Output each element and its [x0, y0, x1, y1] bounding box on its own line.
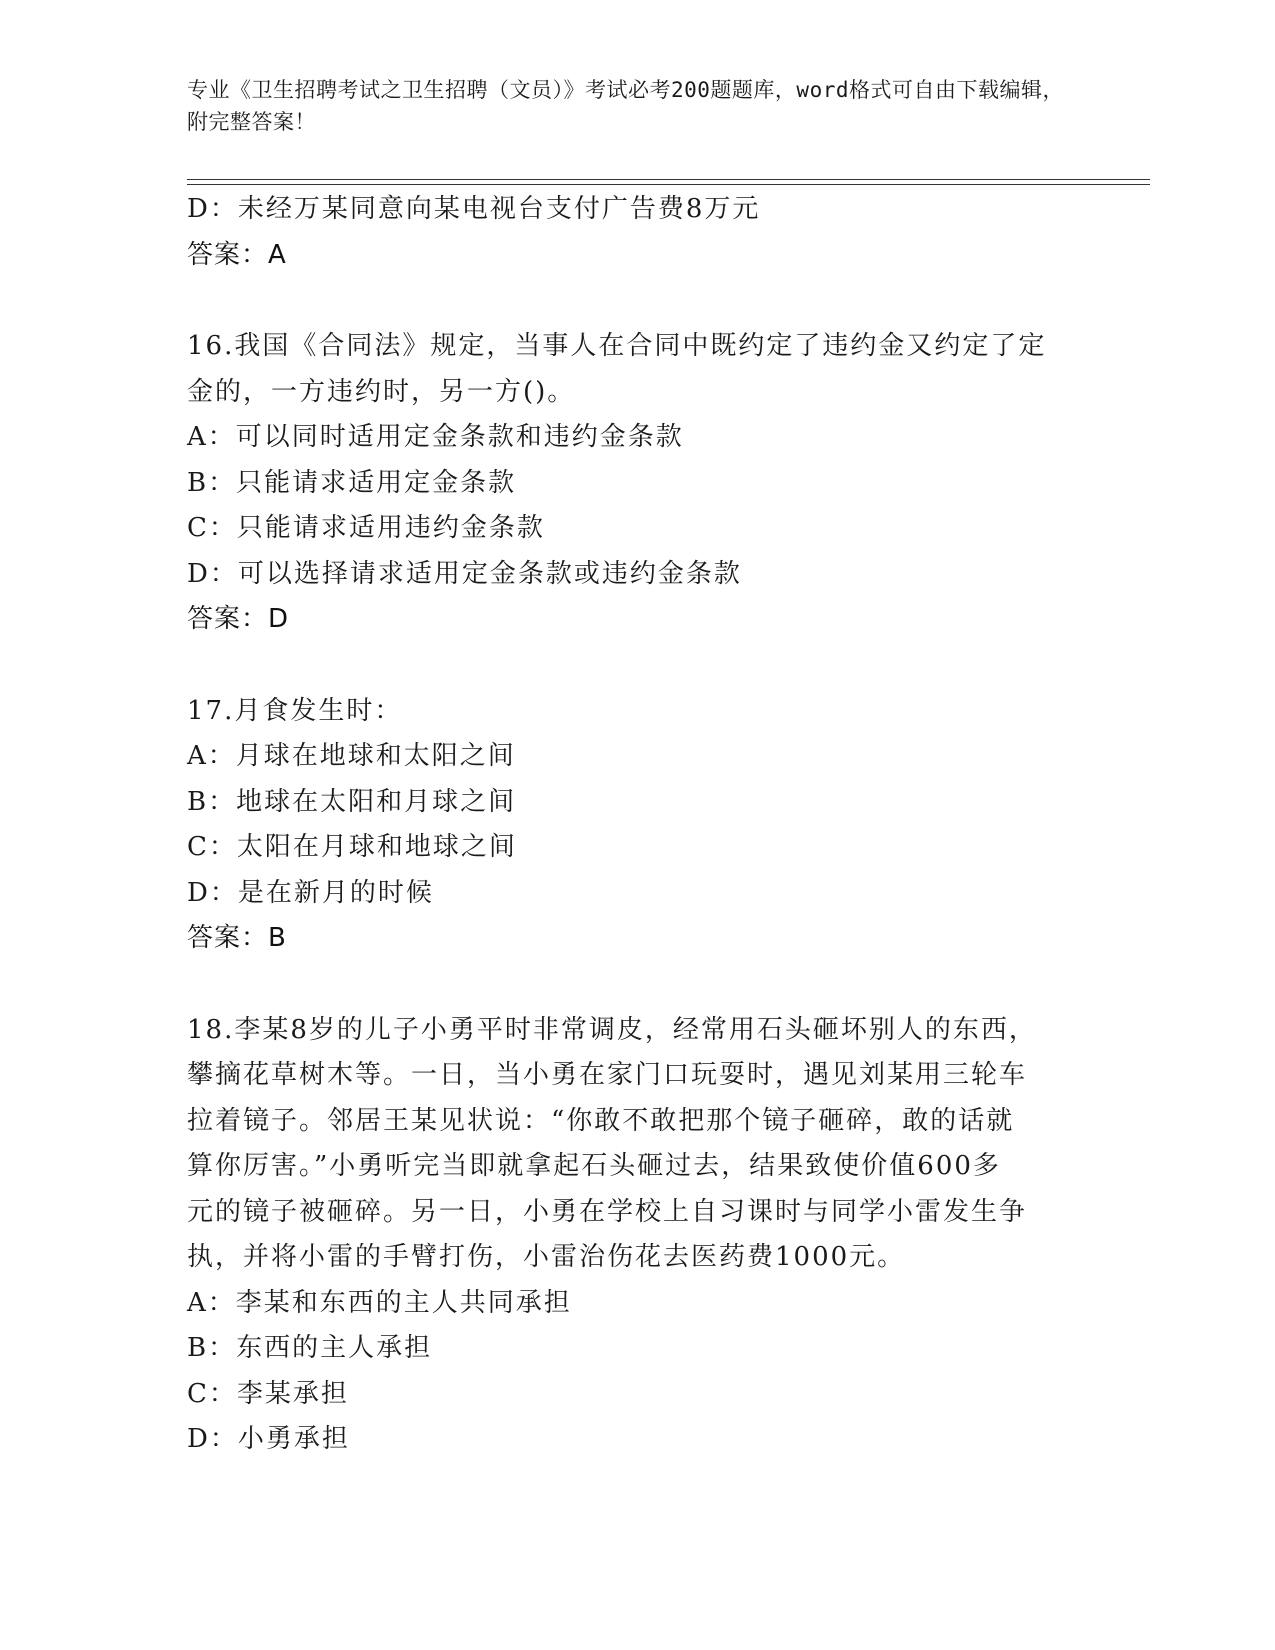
q15-option-d: D：未经万某同意向某电视台支付广告费8万元 — [187, 194, 761, 224]
q18-option-b: B：东西的主人承担 — [187, 1333, 433, 1363]
q18-question-line-5: 元的镜子被砸碎。另一日，小勇在学校上自习课时与同学小雷发生争 — [187, 1196, 1028, 1227]
q17-option-d: D：是在新月的时候 — [187, 877, 434, 908]
q17-option-c: C：太阳在月球和地球之间 — [187, 832, 517, 862]
q16-option-d: D：可以选择请求适用定金条款或违约金条款 — [187, 558, 742, 589]
q18-question-line-4: 算你厉害。”小勇听完当即就拿起石头砸过去，结果致使价值600多 — [187, 1151, 1001, 1181]
q17-answer: 答案：B — [187, 923, 287, 953]
q16-option-b: B：只能请求适用定金条款 — [187, 467, 517, 498]
q16-answer: 答案：D — [187, 604, 290, 634]
q18-option-c: C：李某承担 — [187, 1378, 349, 1409]
q16-option-c: C：只能请求适用违约金条款 — [187, 513, 545, 543]
q16-option-a: A：可以同时适用定金条款和违约金条款 — [187, 422, 684, 452]
q18-question-line-6: 执，并将小雷的手臂打伤，小雷治伤花去医药费1000元。 — [187, 1242, 906, 1272]
header-divider-top — [187, 179, 1150, 180]
q16-question-line-1: 16.我国《合同法》规定，当事人在合同中既约定了违约金又约定了定 — [187, 331, 1047, 361]
q18-question-line-3: 拉着镜子。邻居王某见状说：“你敢不敢把那个镜子砸碎，敢的话就 — [187, 1105, 1015, 1136]
document-header: 专业《卫生招聘考试之卫生招聘（文员）》考试必考200题题库，word格式可自由下载编辑，附完整答案！ — [187, 78, 1064, 134]
question-content — [187, 187, 1077, 1463]
q18-option-d: D：小勇承担 — [187, 1424, 350, 1454]
q15-answer: 答案：A — [187, 239, 287, 270]
q17-option-b: B：地球在太阳和月球之间 — [187, 786, 517, 817]
header-divider-bottom — [187, 184, 1150, 185]
q18-option-a: A：李某和东西的主人共同承担 — [187, 1287, 572, 1318]
q16-question-line-2: 金的，一方违约时，另一方()。 — [187, 376, 576, 407]
q18-question-line-2: 攀摘花草树木等。一日，当小勇在家门口玩耍时，遇见刘某用三轮车 — [187, 1060, 1028, 1090]
q18-question-line-1: 18.李某8岁的儿子小勇平时非常调皮，经常用石头砸坏别人的东西， — [187, 1014, 1037, 1045]
q17-option-a: A：月球在地球和太阳之间 — [187, 741, 516, 771]
q17-question: 17.月食发生时： — [187, 695, 403, 726]
